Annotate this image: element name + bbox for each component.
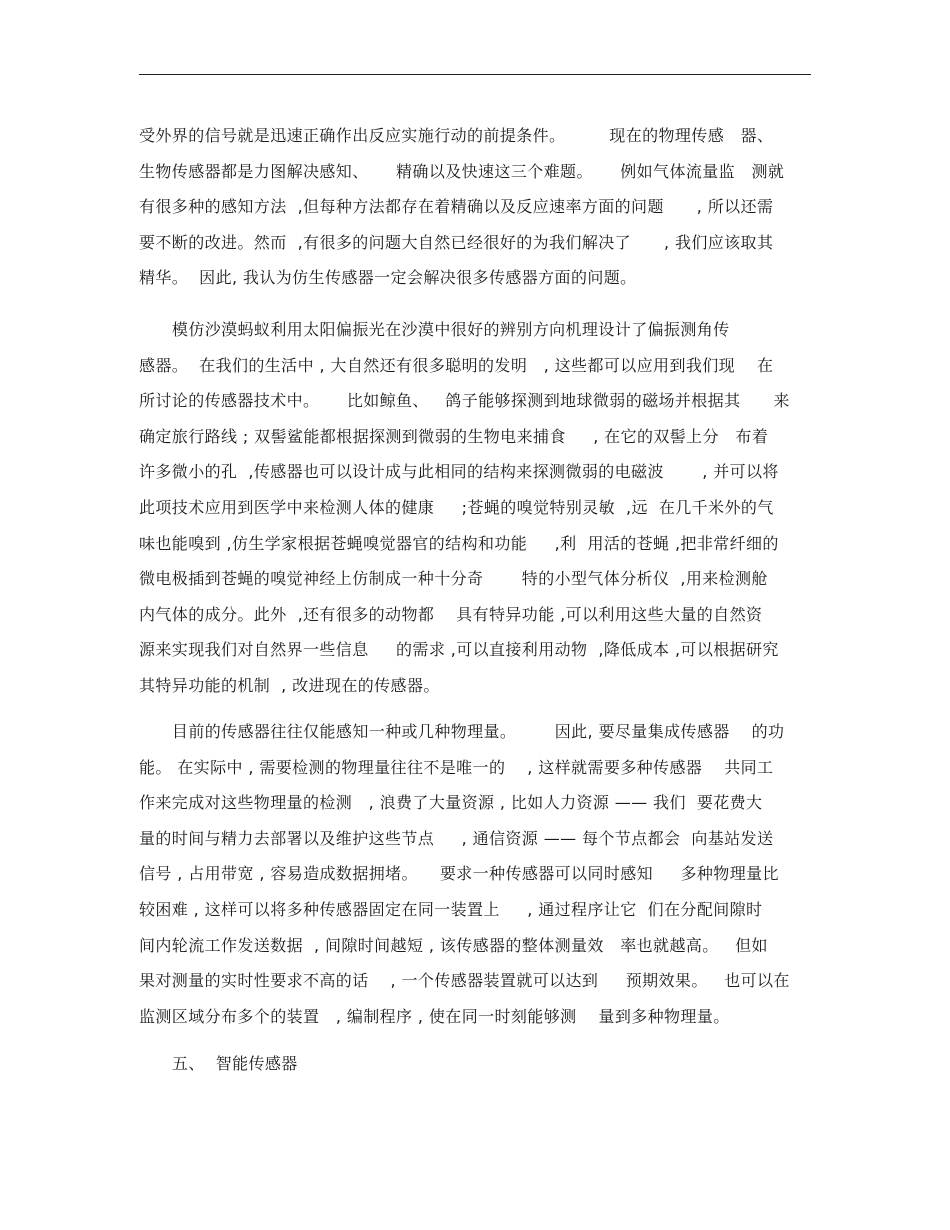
text-line: 确定旅行路线 ; 双髻鲨能都根据探测到微弱的生物电来捕食 , 在它的双髻上分 布着 xyxy=(139,426,769,446)
text-line: 果对测量的实时性要求不高的话 , 一个传感器装置就可以达到 预期效果。 也可以在 xyxy=(139,971,790,991)
section-heading xyxy=(139,1046,811,1082)
text-line: 要不断的改进。然而 ,有很多的问题大自然已经很好的为我们解决了 , 我们应该取其 xyxy=(139,232,774,252)
text-line: 精华。 因此, 我认为仿生传感器一定会解决很多传感器方面的问题。 xyxy=(139,268,637,288)
text-line: 间内轮流工作发送数据 , 间隙时间越短 , 该传感器的整体测量效 率也就越高。 但如 xyxy=(139,935,768,955)
text-line: 感器。 在我们的生活中 , 大自然还有很多聪明的发明 , 这些都可以应用到我们现 在 xyxy=(139,355,774,375)
text-line: 目前的传感器往往仅能感知一种或几种物理量。 因此, 要尽量集成传感器 的功 xyxy=(139,722,785,741)
section-heading-text: 五、 智能传感器 xyxy=(139,1054,298,1073)
text-line: 所讨论的传感器技术中。 比如鲸鱼、 鸽子能够探测到地球微弱的磁场并根据其 来 xyxy=(139,391,790,411)
text-line: 较困难 , 这样可以将多种传感器固定在同一装置上 , 通过程序让它 们在分配间隙时 xyxy=(139,899,763,919)
text-line: 内气体的成分。此外 ,还有很多的动物都 具有特异功能 ,可以利用这些大量的自然资 xyxy=(139,604,763,624)
text-line: 其特异功能的机制 , 改进现在的传感器。 xyxy=(139,675,440,695)
text-line: 生物传感器都是力图解决感知、 精确以及快速这三个难题。 例如气体流量监 测就 xyxy=(139,161,785,181)
header-rule xyxy=(139,74,811,75)
text-line: 信号 , 占用带宽 , 容易造成数据拥堵。 要求一种传感器可以同时感知 多种物理量比 xyxy=(139,864,779,884)
text-line: 微电极插到苍蝇的嗅觉神经上仿制成一种十分奇 特的小型气体分析仪 ,用来检测舱 xyxy=(139,569,768,589)
text-line: 受外界的信号就是迅速正确作出反应实施行动的前提条件。 现在的物理传感 器、 xyxy=(139,126,774,145)
text-line: 模仿沙漠蚂蚁利用太阳偏振光在沙漠中很好的辨别方向机理设计了偏振测角传 xyxy=(139,320,730,339)
text-line: 许多微小的孔 ,传感器也可以设计成与此相同的结构来探测微弱的电磁波 , 并可以将 xyxy=(139,462,779,482)
paragraph-1 xyxy=(139,118,811,296)
text-line: 监测区域分布多个的装置 , 编制程序 , 使在同一时刻能够测 量到多种物理量。 xyxy=(139,1006,730,1026)
text-line: 量的时间与精力去部署以及维护这些节点 , 通信资源 —— 每个节点都会 向基站发送 xyxy=(139,828,774,848)
text-line: 作来完成对这些物理量的检测 , 浪费了大量资源 , 比如人力资源 —— 我们 要花费大 xyxy=(139,793,763,813)
text-line: 此项技术应用到医学中来检测人体的健康 ;苍蝇的嗅觉特别灵敏 ,远 在几千米外的气 xyxy=(139,497,774,517)
text-line: 能。 在实际中 , 需要检测的物理量往往不是唯一的 , 这样就需要多种传感器 共同工 xyxy=(139,757,774,777)
paragraph-3 xyxy=(139,714,811,1034)
paragraph-2 xyxy=(139,312,811,704)
text-line: 有很多种的感知方法 ,但每种方法都存在着精确以及反应速率方面的问题 , 所以还需 xyxy=(139,197,774,217)
text-line: 味也能嗅到 ,仿生学家根据苍蝇嗅觉器官的结构和功能 ,利 用活的苍蝇 ,把非常纤细的 xyxy=(139,533,779,553)
text-line: 源来实现我们对自然界一些信息 的需求 ,可以直接利用动物 ,降低成本 ,可以根据研究 xyxy=(139,640,779,660)
